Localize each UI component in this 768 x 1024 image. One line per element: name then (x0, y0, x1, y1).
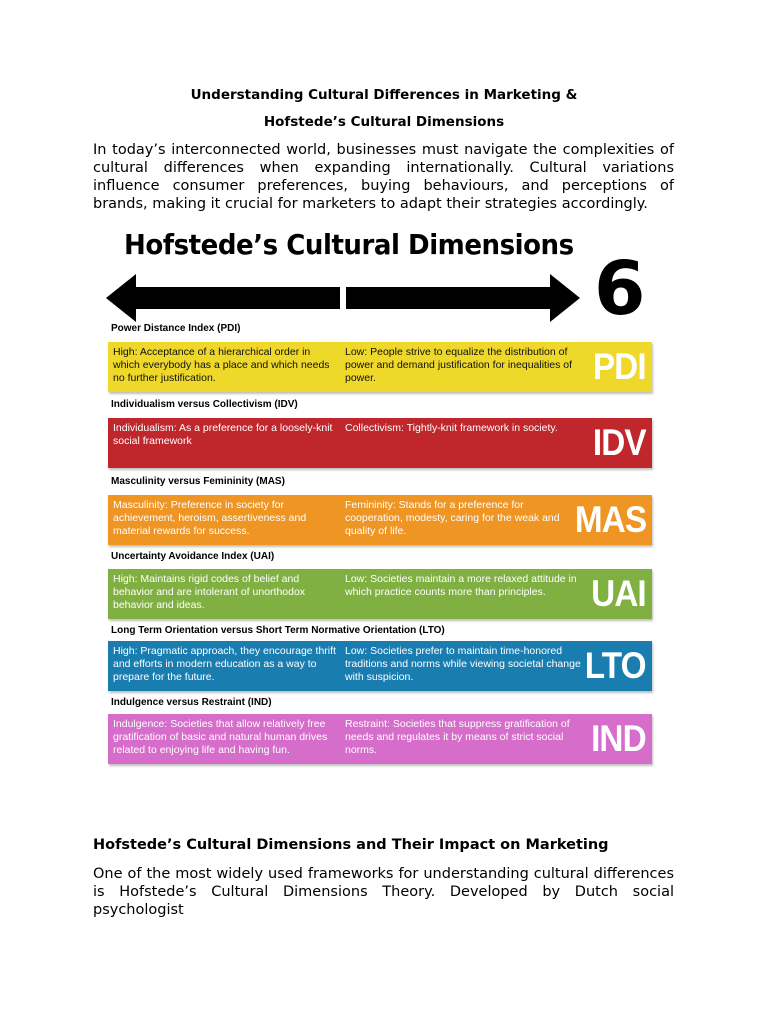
section-heading: Hofstede’s Cultural Dimensions and Their Impact on Marketing (93, 837, 609, 853)
dimension-band (108, 641, 652, 691)
dimension-abbreviation: MAS (574, 499, 646, 540)
dimension-band (108, 342, 652, 392)
dimension-high-description: High: Acceptance of a hierarchical order in which everybody has a place and which needs no further justification. (113, 346, 330, 384)
dimension-low-description: Low: Societies maintain a more relaxed attitude in which practice counts more than principles. (345, 573, 577, 598)
dimension-high-description: Individualism: As a preference for a loosely-knit social framework (113, 422, 333, 447)
figure-title: Hofstede’s Cultural Dimensions (124, 228, 574, 261)
dimension-high-description: High: Maintains rigid codes of belief and behavior and are intolerant of unorthodox behavior and ideas. (113, 573, 306, 611)
hofstede-figure (106, 222, 654, 770)
dimension-band (108, 495, 652, 545)
dimension-label: Uncertainty Avoidance Index (UAI) (111, 551, 275, 562)
dimension-label: Indulgence versus Restraint (IND) (111, 697, 272, 708)
dimension-abbreviation: LTO (585, 645, 646, 686)
dimension-label: Individualism versus Collectivism (IDV) (111, 399, 298, 410)
dimension-low-description: Restraint: Societies that suppress gratification of needs and regulates it by means of strict social norms. (345, 718, 570, 756)
document-title-line-2: Hofstede’s Cultural Dimensions (263, 114, 505, 130)
dimension-low-description: Low: People strive to equalize the distribution of power and demand justification for inequalities of power. (345, 346, 573, 384)
dimension-label: Long Term Orientation versus Short Term Normative Orientation (LTO) (111, 625, 445, 636)
dimension-low-description: Low: Societies prefer to maintain time-honored traditions and norms while viewing societal change with suspicion. (345, 645, 581, 683)
dimension-band (108, 418, 652, 468)
section-paragraph: One of the most widely used frameworks for understanding cultural differences is Hofstede’s Cultural Dimensions Theory. Developed by Dutch social psychologist (93, 866, 674, 918)
dimension-label: Power Distance Index (PDI) (111, 323, 241, 334)
dimension-abbreviation: PDI (593, 346, 646, 387)
dimension-high-description: Indulgence: Societies that allow relatively free gratification of basic and natural human drives related to enjoying life and having fun. (113, 718, 328, 756)
double-arrow-icon (106, 272, 586, 324)
dimension-band (108, 569, 652, 619)
dimension-abbreviation: IND (591, 718, 646, 759)
dimension-high-description: High: Pragmatic approach, they encourage thrift and efforts in modern education as a way to prepare for the future. (113, 645, 336, 683)
dimension-high-description: Masculinity: Preference in society for achievement, heroism, assertiveness and material rewards for success. (113, 499, 307, 537)
dimension-label: Masculinity versus Femininity (MAS) (111, 476, 285, 487)
dimension-low-description: Femininity: Stands for a preference for cooperation, modesty, caring for the weak and quality of life. (345, 499, 560, 537)
dimension-abbreviation: UAI (591, 573, 646, 614)
dimension-low-description: Collectivism: Tightly-knit framework in society. (345, 422, 558, 434)
document-title-line-1: Understanding Cultural Differences in Marketing & (190, 87, 578, 103)
dimension-band (108, 714, 652, 764)
dimension-abbreviation: IDV (593, 422, 646, 463)
dimension-count: 6 (594, 246, 646, 332)
intro-paragraph: In today’s interconnected world, businesses must navigate the complexities of cultural differences when expanding internationally. Cultural variations influence consumer preferences, buying behaviours, and perceptions of brands, making it crucial for marketers to adapt their strategies accordingly. (93, 142, 674, 212)
